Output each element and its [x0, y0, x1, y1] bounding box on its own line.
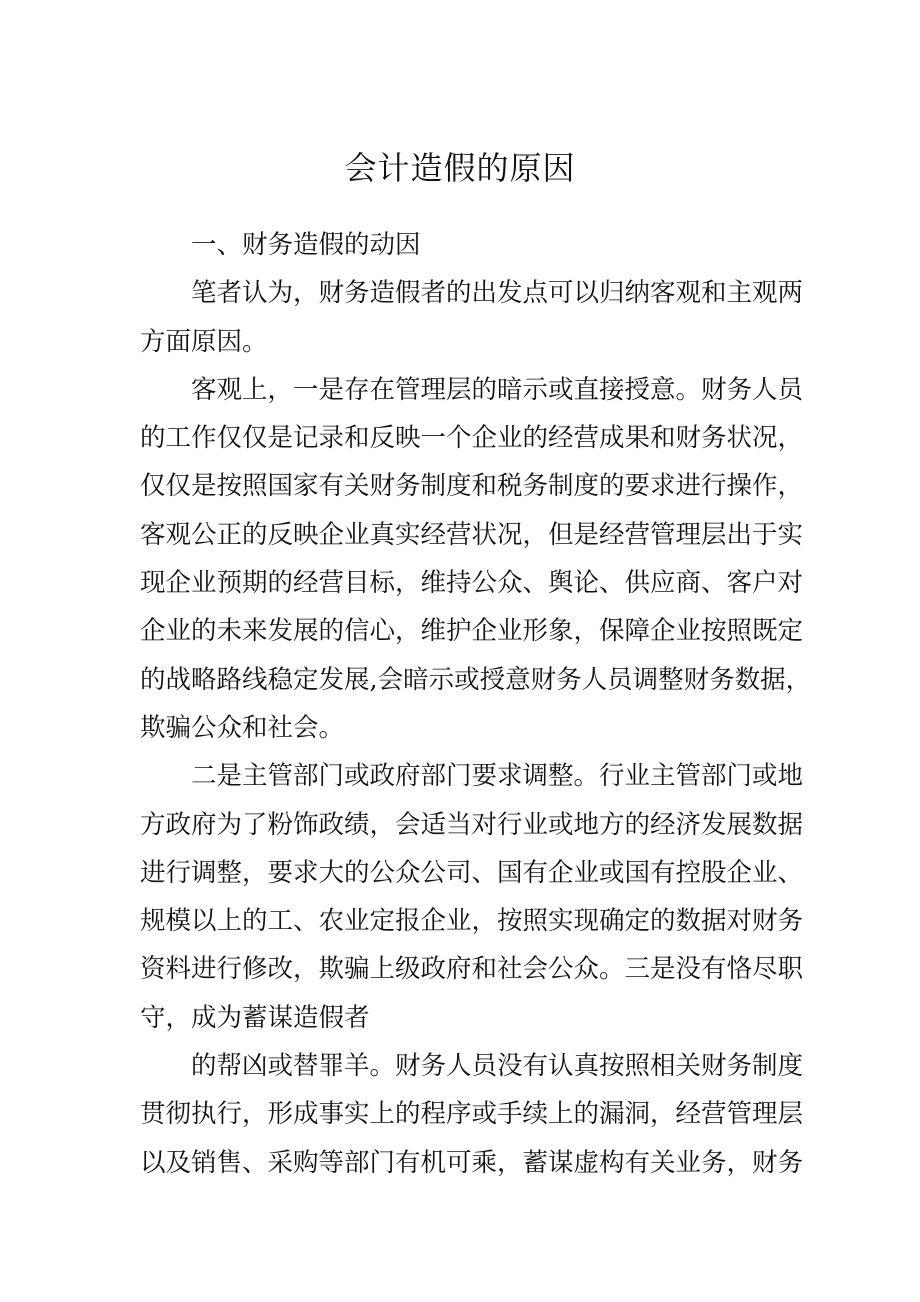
text-line: 的战略路线稳定发展,会暗示或授意财务人员调整财务数据，	[140, 664, 812, 695]
text-line: 进行调整，要求大的公众公司、国有企业或国有控股企业、	[140, 857, 804, 888]
text-line: 的工作仅仅是记录和反映一个企业的经营成果和财务状况，	[140, 423, 804, 454]
text-line: 一、财务造假的动因	[191, 230, 421, 260]
text-line: 客观上，一是存在管理层的暗示或直接授意。财务人员	[191, 374, 804, 405]
text-line: 仅仅是按照国家有关财务制度和税务制度的要求进行操作，	[140, 471, 804, 502]
text-line: 方面原因。	[140, 326, 268, 357]
text-line: 企业的未来发展的信心，维护企业形象，保障企业按照既定	[140, 616, 804, 647]
text-line: 现企业预期的经营目标，维持公众、舆论、供应商、客户对	[140, 568, 804, 599]
text-line: 笔者认为，财务造假者的出发点可以归纳客观和主观两	[191, 278, 804, 309]
text-line: 欺骗公众和社会。	[140, 712, 345, 743]
text-line: 以及销售、采购等部门有机可乘，蓄谋虚构有关业务，财务	[140, 1147, 804, 1178]
text-line: 的帮凶或替罪羊。财务人员没有认真按照相关财务制度	[191, 1051, 804, 1082]
text-line: 贯彻执行，形成事实上的程序或手续上的漏洞，经营管理层	[140, 1099, 804, 1130]
text-line: 守，成为蓄谋造假者	[140, 1002, 370, 1033]
text-line: 规模以上的工、农业定报企业，按照实现确定的数据对财务	[140, 906, 804, 937]
text-line: 客观公正的反映企业真实经营状况，但是经营管理层出于实	[140, 519, 804, 550]
text-line: 二是主管部门或政府部门要求调整。行业主管部门或地	[191, 761, 804, 792]
text-line: 资料进行修改，欺骗上级政府和社会公众。三是没有恪尽职	[140, 954, 804, 985]
document-body	[140, 221, 812, 1187]
text-line: 方政府为了粉饰政绩，会适当对行业或地方的经济发展数据	[140, 809, 804, 840]
document-title: 会计造假的原因	[344, 149, 576, 187]
